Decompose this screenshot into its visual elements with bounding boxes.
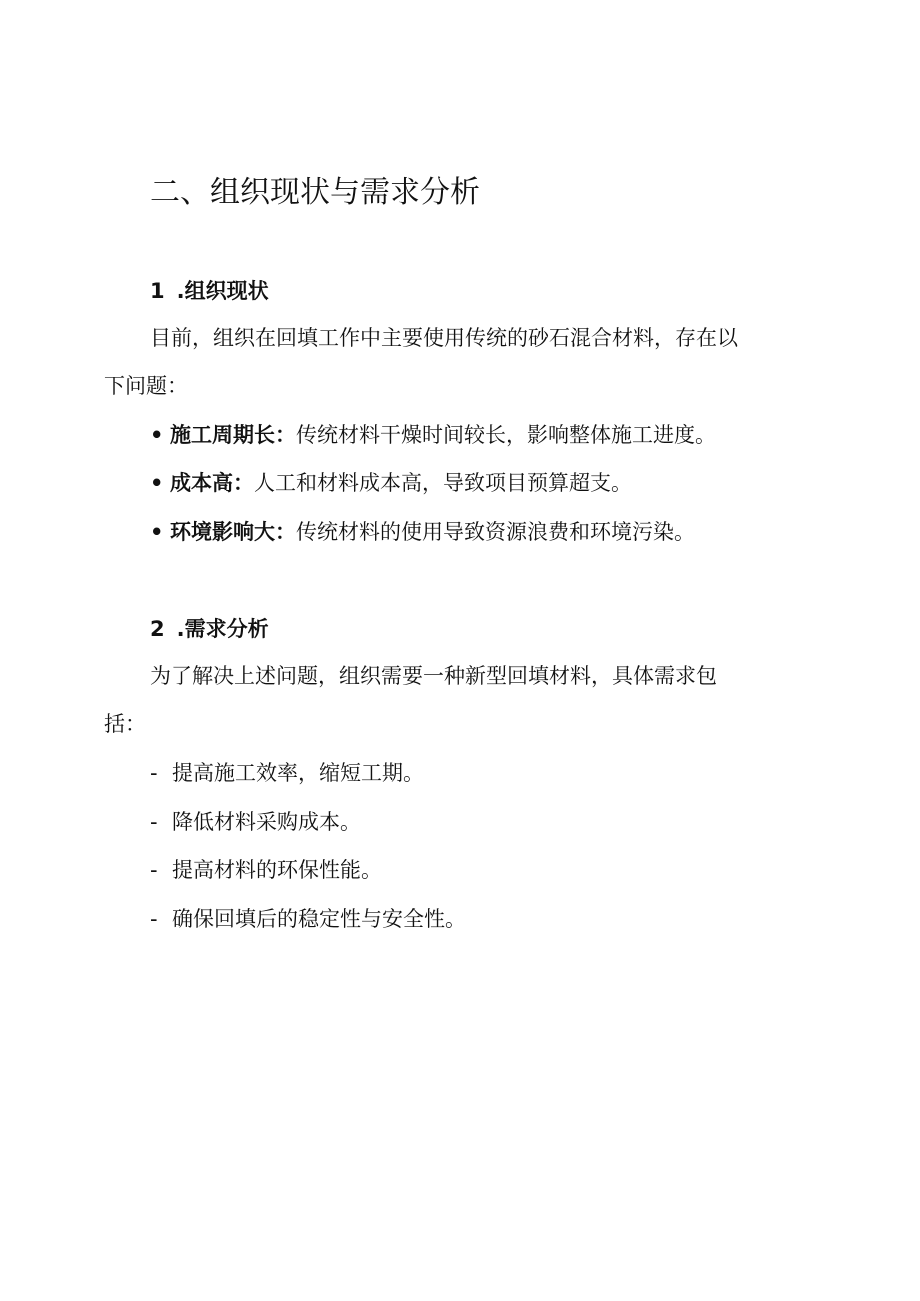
dash-icon: - — [150, 761, 158, 785]
paragraph-line: 目前，组织在回填工作中主要使用传统的砂石混合材料，存在以 — [150, 326, 738, 350]
needs-intro-paragraph — [104, 660, 804, 692]
need-item — [150, 806, 361, 838]
bullet-icon: • — [150, 423, 164, 447]
dash-icon: - — [150, 907, 158, 931]
issue-term: 成本高： — [170, 471, 254, 495]
need-item — [150, 903, 466, 935]
need-item — [150, 854, 382, 886]
bullet-icon: • — [150, 520, 164, 544]
issue-item — [150, 419, 716, 451]
need-text: 确保回填后的稳定性与安全性。 — [172, 907, 466, 931]
issue-item — [150, 516, 695, 548]
issue-text: 人工和材料成本高，导致项目预算超支。 — [254, 471, 632, 495]
paragraph-line: 下问题： — [104, 374, 188, 398]
issue-term: 环境影响大： — [170, 520, 296, 544]
subsection-title: .组织现状 — [176, 279, 269, 303]
dash-icon: - — [150, 810, 158, 834]
bullet-icon: • — [150, 471, 164, 495]
paragraph-line: 括： — [104, 712, 146, 736]
status-intro-paragraph-continued — [104, 370, 804, 402]
subsection-number: 2 — [150, 617, 165, 641]
need-item — [150, 757, 424, 789]
subsection-title: .需求分析 — [176, 617, 269, 641]
need-text: 降低材料采购成本。 — [172, 810, 361, 834]
issue-term: 施工周期长： — [170, 423, 296, 447]
paragraph-line: 为了解决上述问题，组织需要一种新型回填材料，具体需求包 — [150, 664, 717, 688]
section-title: 二、组织现状与需求分析 — [150, 175, 480, 210]
subsection-heading-status — [150, 275, 269, 307]
subsection-number: 1 — [150, 279, 165, 303]
issue-text: 传统材料干燥时间较长，影响整体施工进度。 — [296, 423, 716, 447]
needs-intro-paragraph-continued — [104, 708, 804, 740]
status-intro-paragraph — [104, 322, 804, 354]
subsection-heading-needs — [150, 613, 269, 645]
need-text: 提高施工效率，缩短工期。 — [172, 761, 424, 785]
dash-icon: - — [150, 858, 158, 882]
issue-item — [150, 467, 632, 499]
need-text: 提高材料的环保性能。 — [172, 858, 382, 882]
issue-text: 传统材料的使用导致资源浪费和环境污染。 — [296, 520, 695, 544]
